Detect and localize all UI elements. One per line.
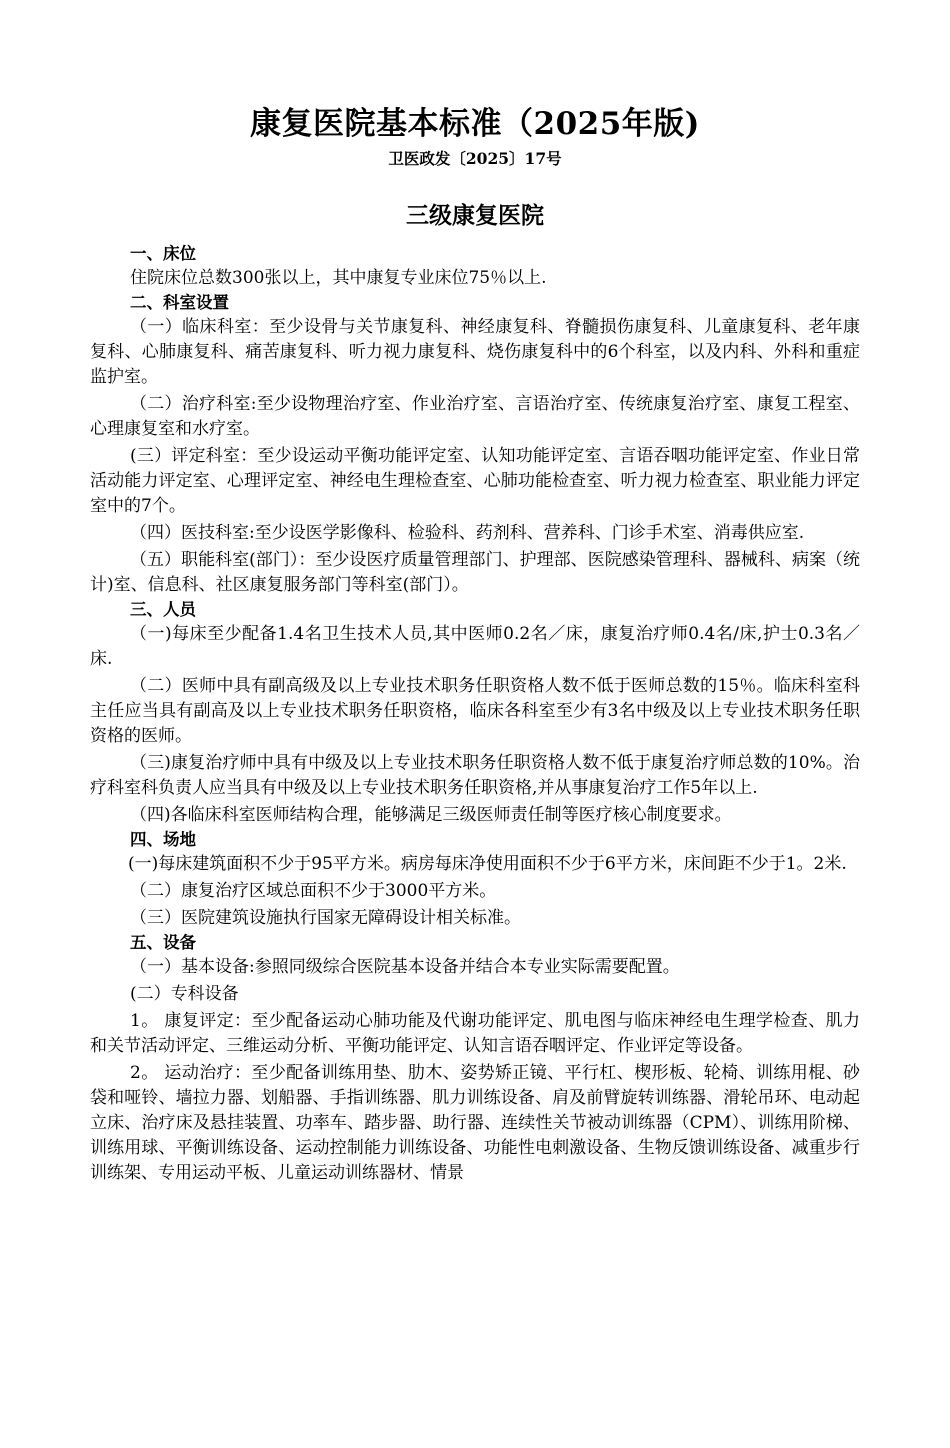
section-site xyxy=(90,828,860,931)
paragraph: （三)康复治疗师中具有中级及以上专业技术职务任职资格人数不低于康复治疗师总数的10%。治疗科室科负责人应当具有中级及以上专业技术职务任职资格,并从事康复治疗工作5年以上. xyxy=(90,753,860,798)
section-heading: 一、床位 xyxy=(130,244,196,263)
paragraph: （一）基本设备:参照同级综合医院基本设备并结合本专业实际需要配置。 xyxy=(130,957,680,977)
paragraph: （四)各临床科室医师结构合理，能够满足三级医师责任制等医疗核心制度要求。 xyxy=(130,805,732,825)
section-beds xyxy=(90,242,860,291)
paragraph: (二）专科设备 xyxy=(130,984,239,1004)
paragraph: 住院床位总数300张以上，其中康复专业床位75％以上. xyxy=(130,268,547,288)
paragraph: （二）治疗科室:至少设物理治疗室、作业治疗室、言语治疗室、传统康复治疗室、康复工程室、心理康复室和水疗室。 xyxy=(90,394,860,439)
document-title: 康复医院基本标准（2025年版) xyxy=(250,106,700,142)
section-departments xyxy=(90,291,860,598)
section-heading: 五、设备 xyxy=(130,933,196,952)
paragraph: (三）评定科室：至少设运动平衡功能评定室、认知功能评定室、言语吞咽功能评定室、作业日常活动能力评定室、心理评定室、神经电生理检查室、心肺功能检查室、听力视力检查室、职业能力评定室中的7个。 xyxy=(90,446,860,516)
level-heading: 三级康复医院 xyxy=(406,202,544,229)
section-staff xyxy=(90,598,860,828)
paragraph: （二）医师中具有副高级及以上专业技术职务任职资格人数不低于医师总数的15％。临床科室科主任应当具有副高及以上专业技术职务任职资格，临床各科室至少有3名中级及以上专业技术职务任职资格的医师。 xyxy=(90,676,860,746)
section-heading: 四、场地 xyxy=(130,830,196,849)
paragraph: (一)每床建筑面积不少于95平方米。病房每床净使用面积不少于6平方米，床间距不少于1。2米. xyxy=(128,854,847,874)
paragraph: （一)每床至少配备1.4名卫生技术人员,其中医师0.2名／床，康复治疗师0.4名/床,护士0.3名／床. xyxy=(90,624,860,669)
paragraph: （五）职能科室(部门）：至少设医疗质量管理部门、护理部、医院感染管理科、器械科、病案（统计)室、信息科、社区康复服务部门等科室(部门）。 xyxy=(90,550,860,595)
paragraph: （四）医技科室:至少设医学影像科、检验科、药剂科、营养科、门诊手术室、消毒供应室. xyxy=(130,523,805,543)
paragraph: 2。 运动治疗：至少配备训练用垫、肋木、姿势矫正镜、平行杠、楔形板、轮椅、训练用棍、砂袋和哑铃、墙拉力器、划船器、手指训练器、肌力训练设备、肩及前臂旋转训练器、滑轮吊环、电动起立床、治疗床及悬挂装置、功率车、踏步器、助行器、连续性关节被动训练器（CPM）、训练用阶梯、训练用球、平衡训练设备、运动控制能力训练设备、功能性电刺激设备、生物反馈训练设备、减重步行训练架、专用运动平板、儿童运动训练器材、情景 xyxy=(90,1063,860,1183)
paragraph: 1。 康复评定：至少配备运动心肺功能及代谢功能评定、肌电图与临床神经电生理学检查、肌力和关节活动评定、三维运动分析、平衡功能评定、认知言语吞咽评定、作业评定等设备。 xyxy=(90,1011,860,1056)
paragraph: （一）临床科室：至少设骨与关节康复科、神经康复科、脊髓损伤康复科、儿童康复科、老年康复科、心肺康复科、痛苦康复科、听力视力康复科、烧伤康复科中的6个科室，以及内科、外科和重症监护室。 xyxy=(90,317,860,387)
section-heading: 三、人员 xyxy=(130,600,196,619)
paragraph: （二）康复治疗区域总面积不少于3000平方米。 xyxy=(130,881,497,901)
document-page xyxy=(0,104,950,1448)
section-equipment xyxy=(90,931,860,1186)
section-heading: 二、科室设置 xyxy=(130,293,229,312)
document-number: 卫医政发〔2025〕17号 xyxy=(388,149,562,168)
paragraph: （三）医院建筑设施执行国家无障碍设计相关标准。 xyxy=(130,908,521,928)
